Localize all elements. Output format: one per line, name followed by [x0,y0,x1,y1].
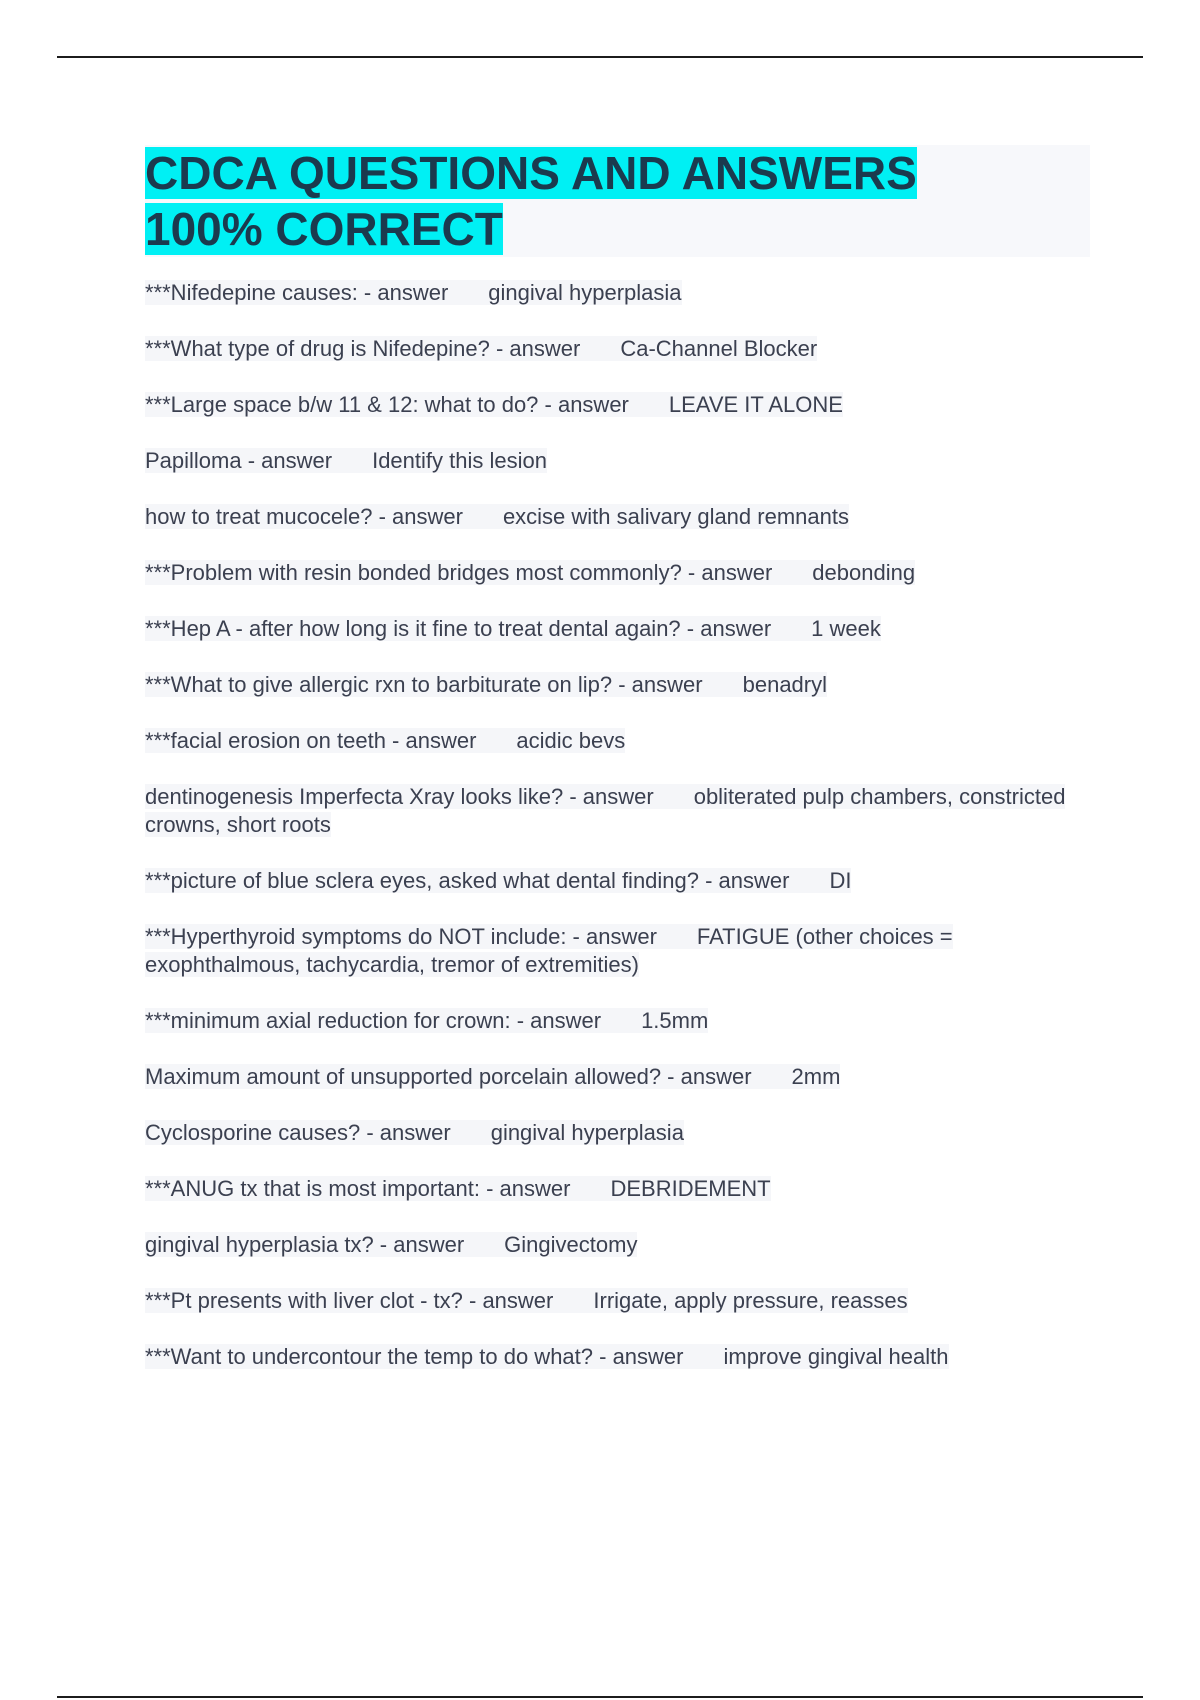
qa-answer: gingival hyperplasia [490,1120,684,1145]
qa-answer: FATIGUE (other choices = exophthalmous, tachycardia, tremor of extremities) [145,924,953,977]
qa-answer: DI [829,868,852,893]
qa-question: Papilloma - answer [145,448,333,473]
title-line-1: CDCA QUESTIONS AND ANSWERS [145,147,917,199]
qa-answer: LEAVE IT ALONE [668,392,843,417]
qa-item-highlight [145,728,625,753]
qa-item-highlight [145,924,953,977]
qa-item-highlight [145,448,547,473]
qa-question: ***Hyperthyroid symptoms do NOT include: - answer [145,924,657,949]
qa-question: ***Problem with resin bonded bridges most commonly? - answer [145,560,773,585]
qa-question: ***Hep A - after how long is it fine to treat dental again? - answer [145,616,772,641]
qa-item [145,1175,1090,1203]
qa-answer: 1.5mm [641,1008,709,1033]
qa-item [145,671,1090,699]
qa-question: how to treat mucocele? - answer [145,504,463,529]
qa-item-highlight [145,616,881,641]
qa-item [145,783,1090,839]
qa-question: ***Want to undercontour the temp to do what? - answer [145,1344,684,1369]
qa-item [145,1343,1090,1371]
qa-answer: acidic bevs [516,728,626,753]
qa-question: ***Pt presents with liver clot - tx? - answer [145,1288,554,1313]
qa-item [145,1287,1090,1315]
qa-answer: 1 week [811,616,881,641]
qa-item [145,615,1090,643]
qa-item [145,867,1090,895]
qa-item [145,335,1090,363]
qa-item-highlight [145,280,682,305]
qa-answer: improve gingival health [723,1344,949,1369]
qa-question: ***Nifedepine causes: - answer [145,280,449,305]
qa-item-highlight [145,1288,908,1313]
qa-question: ***picture of blue sclera eyes, asked what dental finding? - answer [145,868,790,893]
qa-question: ***facial erosion on teeth - answer [145,728,477,753]
qa-item [145,1231,1090,1259]
qa-answer: Gingivectomy [504,1232,638,1257]
qa-answer: debonding [812,560,916,585]
qa-question: dentinogenesis Imperfecta Xray looks like? - answer [145,784,654,809]
qa-answer: gingival hyperplasia [488,280,682,305]
qa-answer: Ca-Channel Blocker [620,336,818,361]
qa-item-highlight [145,1120,684,1145]
qa-question: gingival hyperplasia tx? - answer [145,1232,465,1257]
qa-answer: benadryl [742,672,827,697]
qa-item [145,279,1090,307]
qa-item-highlight [145,1008,708,1033]
top-rule [57,56,1143,58]
qa-item-highlight [145,1232,637,1257]
document-body [145,145,1090,1399]
bottom-rule [57,1696,1143,1698]
qa-answer: Irrigate, apply pressure, reasses [593,1288,908,1313]
qa-question: ***minimum axial reduction for crown: - answer [145,1008,602,1033]
qa-question: ***What to give allergic rxn to barbiturate on lip? - answer [145,672,703,697]
qa-item [145,1119,1090,1147]
qa-item [145,503,1090,531]
qa-answer: 2mm [791,1064,841,1089]
qa-item [145,559,1090,587]
title-line-2: 100% CORRECT [145,203,503,255]
qa-item-highlight [145,784,1065,837]
qa-item-highlight [145,336,817,361]
qa-answer: Identify this lesion [372,448,547,473]
qa-question: Maximum amount of unsupported porcelain allowed? - answer [145,1064,752,1089]
qa-item [145,1007,1090,1035]
qa-item-highlight [145,1176,771,1201]
title-block [145,145,1090,257]
qa-answer: obliterated pulp chambers, constricted crowns, short roots [145,784,1066,837]
qa-item-highlight [145,1064,840,1089]
qa-item-highlight [145,560,915,585]
qa-item-highlight [145,672,827,697]
qa-item [145,923,1090,979]
qa-item-highlight [145,504,849,529]
qa-item [145,447,1090,475]
document-title [145,145,1090,257]
qa-item-highlight [145,868,851,893]
qa-item [145,727,1090,755]
qa-item-highlight [145,392,843,417]
qa-item-highlight [145,1344,949,1369]
qa-question: ***What type of drug is Nifedepine? - answer [145,336,581,361]
qa-answer: excise with salivary gland remnants [502,504,849,529]
qa-answer: DEBRIDEMENT [610,1176,771,1201]
qa-item [145,1063,1090,1091]
qa-item [145,391,1090,419]
qa-question: Cyclosporine causes? - answer [145,1120,451,1145]
qa-question: ***ANUG tx that is most important: - answer [145,1176,571,1201]
qa-list [145,279,1090,1371]
qa-question: ***Large space b/w 11 & 12: what to do? - answer [145,392,629,417]
